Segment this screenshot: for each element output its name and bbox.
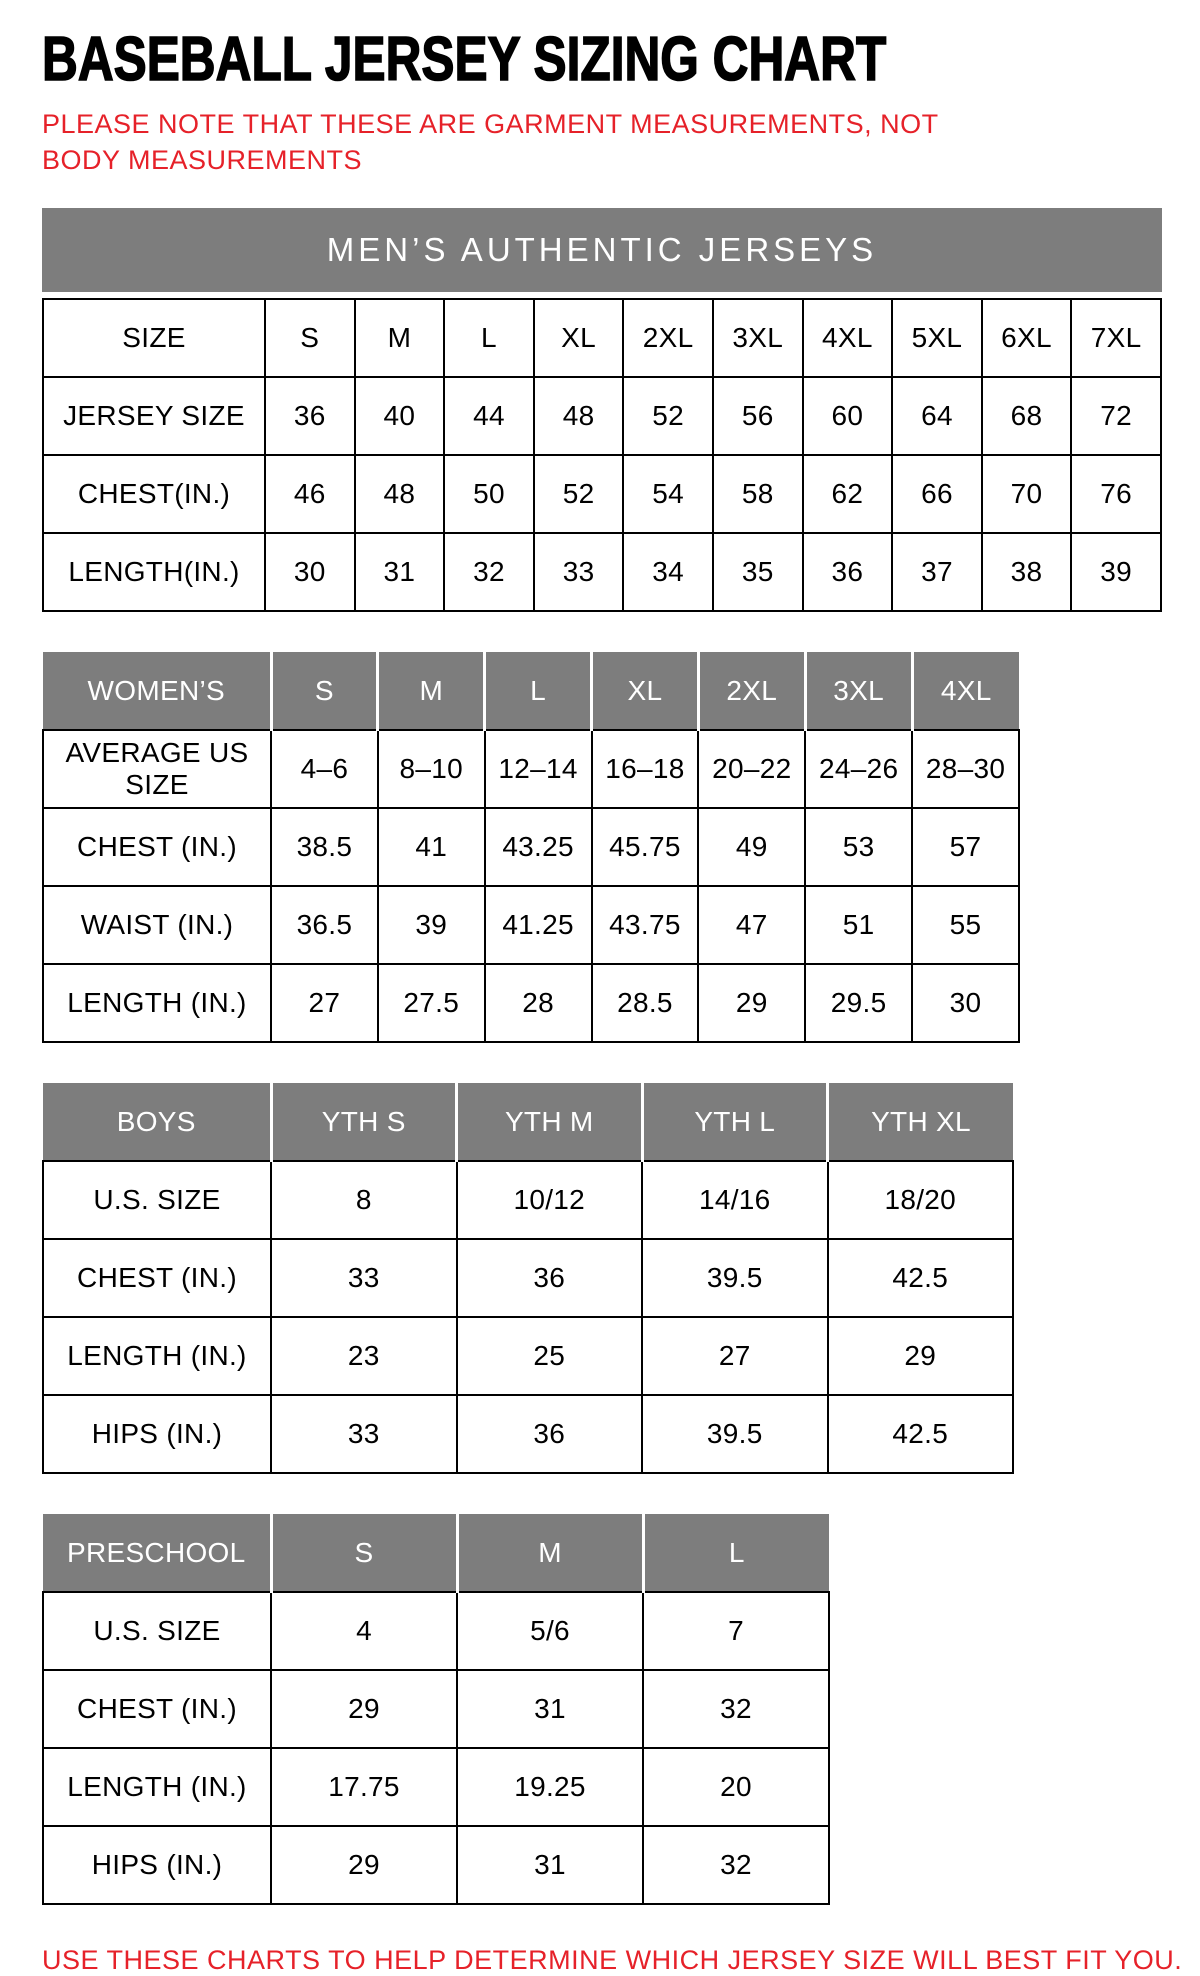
- row-label: WAIST (IN.): [43, 886, 271, 964]
- row-label: CHEST (IN.): [43, 1670, 271, 1748]
- boys-size-table: [42, 1083, 1014, 1474]
- value-cell: 42.5: [828, 1395, 1014, 1473]
- value-cell: 39: [378, 886, 485, 964]
- value-cell: 33: [271, 1395, 457, 1473]
- value-cell: 68: [982, 377, 1072, 455]
- value-cell: L: [444, 299, 534, 377]
- value-cell: 42.5: [828, 1239, 1014, 1317]
- value-cell: 64: [892, 377, 982, 455]
- table-row: [43, 377, 1161, 455]
- value-cell: 31: [457, 1670, 643, 1748]
- value-cell: 10/12: [457, 1161, 643, 1239]
- value-cell: 36.5: [271, 886, 378, 964]
- value-cell: 20–22: [698, 730, 805, 808]
- value-cell: 16–18: [592, 730, 699, 808]
- value-cell: 37: [892, 533, 982, 611]
- value-cell: 29: [271, 1826, 457, 1904]
- value-cell: 29: [271, 1670, 457, 1748]
- table-header-row: [43, 1083, 1013, 1161]
- value-cell: 7XL: [1071, 299, 1161, 377]
- value-cell: 54: [623, 455, 713, 533]
- value-cell: 27: [271, 964, 378, 1042]
- value-cell: 18/20: [828, 1161, 1014, 1239]
- value-cell: 8–10: [378, 730, 485, 808]
- value-cell: XL: [534, 299, 624, 377]
- value-cell: 49: [698, 808, 805, 886]
- womens-section: [42, 652, 1170, 1043]
- value-cell: 53: [805, 808, 912, 886]
- value-cell: 32: [643, 1670, 829, 1748]
- value-cell: 7: [643, 1592, 829, 1670]
- table-row: [43, 1317, 1013, 1395]
- size-header-cell: S: [271, 1514, 457, 1592]
- value-cell: 47: [698, 886, 805, 964]
- size-header-cell: M: [378, 652, 485, 730]
- preschool-size-table: [42, 1514, 830, 1905]
- row-label: LENGTH (IN.): [43, 964, 271, 1042]
- value-cell: 36: [265, 377, 355, 455]
- value-cell: 38: [982, 533, 1072, 611]
- value-cell: 39: [1071, 533, 1161, 611]
- value-cell: 35: [713, 533, 803, 611]
- value-cell: 3XL: [713, 299, 803, 377]
- row-label: CHEST (IN.): [43, 1239, 271, 1317]
- value-cell: 36: [457, 1395, 643, 1473]
- row-label: LENGTH(IN.): [43, 533, 265, 611]
- row-label: HIPS (IN.): [43, 1826, 271, 1904]
- value-cell: 32: [643, 1826, 829, 1904]
- value-cell: 28.5: [592, 964, 699, 1042]
- mens-section: [42, 208, 1170, 612]
- value-cell: 43.25: [485, 808, 592, 886]
- value-cell: 14/16: [642, 1161, 828, 1239]
- value-cell: 27: [642, 1317, 828, 1395]
- table-title-cell: PRESCHOOL: [43, 1514, 271, 1592]
- table-header-row: [43, 652, 1019, 730]
- value-cell: 8: [271, 1161, 457, 1239]
- value-cell: 48: [534, 377, 624, 455]
- size-header-cell: YTH XL: [828, 1083, 1014, 1161]
- value-cell: 38.5: [271, 808, 378, 886]
- table-row: [43, 1239, 1013, 1317]
- table-row: [43, 886, 1019, 964]
- size-header-cell: L: [485, 652, 592, 730]
- value-cell: 41: [378, 808, 485, 886]
- mens-table-banner: MEN’S AUTHENTIC JERSEYS: [42, 208, 1162, 292]
- value-cell: 5/6: [457, 1592, 643, 1670]
- value-cell: 6XL: [982, 299, 1072, 377]
- table-header-row: [43, 1514, 829, 1592]
- size-header-cell: 2XL: [698, 652, 805, 730]
- garment-measurements-note: PLEASE NOTE THAT THESE ARE GARMENT MEASUREMENTS, NOT BODY MEASUREMENTS: [42, 109, 939, 175]
- value-cell: 55: [912, 886, 1019, 964]
- value-cell: 29: [698, 964, 805, 1042]
- value-cell: 44: [444, 377, 534, 455]
- value-cell: 5XL: [892, 299, 982, 377]
- table-row: [43, 964, 1019, 1042]
- row-label: JERSEY SIZE: [43, 377, 265, 455]
- value-cell: 31: [457, 1826, 643, 1904]
- boys-section: [42, 1083, 1170, 1474]
- value-cell: 4–6: [271, 730, 378, 808]
- value-cell: 4XL: [803, 299, 893, 377]
- size-header-cell: XL: [592, 652, 699, 730]
- value-cell: 29.5: [805, 964, 912, 1042]
- size-header-cell: YTH L: [642, 1083, 828, 1161]
- value-cell: 52: [623, 377, 713, 455]
- value-cell: 32: [444, 533, 534, 611]
- value-cell: 30: [265, 533, 355, 611]
- value-cell: 31: [355, 533, 445, 611]
- value-cell: 36: [803, 533, 893, 611]
- size-header-cell: S: [271, 652, 378, 730]
- value-cell: 56: [713, 377, 803, 455]
- value-cell: 48: [355, 455, 445, 533]
- value-cell: 19.25: [457, 1748, 643, 1826]
- value-cell: 41.25: [485, 886, 592, 964]
- value-cell: M: [355, 299, 445, 377]
- value-cell: 50: [444, 455, 534, 533]
- value-cell: 20: [643, 1748, 829, 1826]
- table-row: [43, 533, 1161, 611]
- table-row: [43, 730, 1019, 808]
- value-cell: 62: [803, 455, 893, 533]
- value-cell: 57: [912, 808, 1019, 886]
- size-header-cell: YTH M: [457, 1083, 643, 1161]
- value-cell: 58: [713, 455, 803, 533]
- value-cell: 17.75: [271, 1748, 457, 1826]
- value-cell: 34: [623, 533, 713, 611]
- table-row: [43, 1395, 1013, 1473]
- value-cell: 39.5: [642, 1395, 828, 1473]
- value-cell: 2XL: [623, 299, 713, 377]
- table-title-cell: BOYS: [43, 1083, 271, 1161]
- preschool-section: [42, 1514, 1170, 1905]
- value-cell: S: [265, 299, 355, 377]
- value-cell: 45.75: [592, 808, 699, 886]
- table-row: [43, 1748, 829, 1826]
- table-title-cell: WOMEN’S: [43, 652, 271, 730]
- value-cell: 23: [271, 1317, 457, 1395]
- table-row: [43, 808, 1019, 886]
- value-cell: 25: [457, 1317, 643, 1395]
- size-header-cell: M: [457, 1514, 643, 1592]
- value-cell: 52: [534, 455, 624, 533]
- value-cell: 12–14: [485, 730, 592, 808]
- value-cell: 28: [485, 964, 592, 1042]
- row-label: LENGTH (IN.): [43, 1748, 271, 1826]
- table-row: [43, 299, 1161, 377]
- value-cell: 40: [355, 377, 445, 455]
- value-cell: 43.75: [592, 886, 699, 964]
- size-header-cell: 4XL: [912, 652, 1019, 730]
- value-cell: 27.5: [378, 964, 485, 1042]
- table-row: [43, 1592, 829, 1670]
- row-label: U.S. SIZE: [43, 1592, 271, 1670]
- value-cell: 36: [457, 1239, 643, 1317]
- row-label: U.S. SIZE: [43, 1161, 271, 1239]
- row-label: CHEST (IN.): [43, 808, 271, 886]
- value-cell: 29: [828, 1317, 1014, 1395]
- value-cell: 72: [1071, 377, 1161, 455]
- mens-size-table: [42, 298, 1162, 612]
- table-row: [43, 455, 1161, 533]
- row-label: AVERAGE US SIZE: [43, 730, 271, 808]
- value-cell: 66: [892, 455, 982, 533]
- table-row: [43, 1670, 829, 1748]
- table-row: [43, 1161, 1013, 1239]
- table-row: [43, 1826, 829, 1904]
- value-cell: 60: [803, 377, 893, 455]
- value-cell: 51: [805, 886, 912, 964]
- value-cell: 33: [534, 533, 624, 611]
- row-label: CHEST(IN.): [43, 455, 265, 533]
- page-title: BASEBALL JERSEY SIZING CHART: [42, 25, 887, 94]
- size-header-cell: YTH S: [271, 1083, 457, 1161]
- size-header-cell: L: [643, 1514, 829, 1592]
- value-cell: 30: [912, 964, 1019, 1042]
- value-cell: 76: [1071, 455, 1161, 533]
- row-label: LENGTH (IN.): [43, 1317, 271, 1395]
- value-cell: 46: [265, 455, 355, 533]
- value-cell: 24–26: [805, 730, 912, 808]
- row-label: SIZE: [43, 299, 265, 377]
- size-header-cell: 3XL: [805, 652, 912, 730]
- value-cell: 4: [271, 1592, 457, 1670]
- footer-note: USE THESE CHARTS TO HELP DETERMINE WHICH JERSEY SIZE WILL BEST FIT YOU.: [42, 1945, 1183, 1976]
- value-cell: 70: [982, 455, 1072, 533]
- row-label: HIPS (IN.): [43, 1395, 271, 1473]
- value-cell: 39.5: [642, 1239, 828, 1317]
- value-cell: 33: [271, 1239, 457, 1317]
- value-cell: 28–30: [912, 730, 1019, 808]
- womens-size-table: [42, 652, 1020, 1043]
